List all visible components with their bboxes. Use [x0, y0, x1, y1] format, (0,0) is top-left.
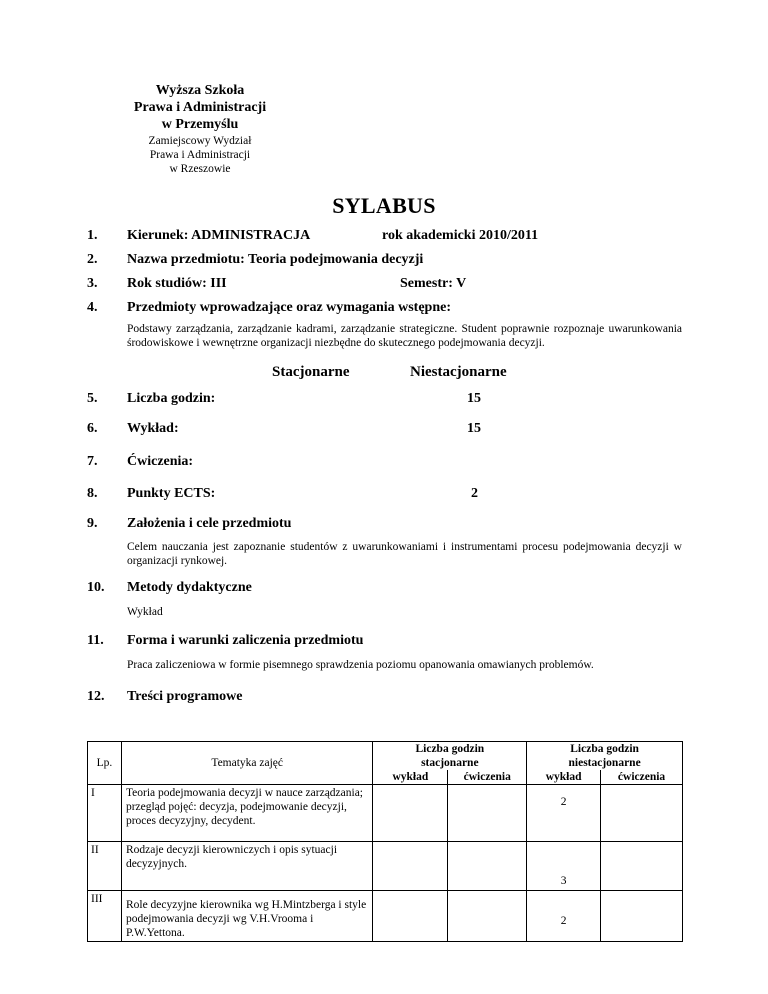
- header-niestac-line1: Liczba godzin: [570, 743, 639, 755]
- table-row: [88, 842, 683, 891]
- field-direction: Kierunek: ADMINISTRACJA: [127, 228, 311, 243]
- row-niestac-cwiczenia: [601, 842, 683, 891]
- row-niestac-wyklad: 2: [527, 785, 601, 842]
- table-row: [88, 891, 683, 942]
- row-stac-cwiczenia: [448, 842, 527, 891]
- header-niestac-cwiczenia: ćwiczenia: [601, 770, 683, 785]
- methods-text: Wykład: [127, 606, 163, 618]
- column-niestacjonarne: Niestacjonarne: [410, 364, 507, 380]
- table-header-row: [88, 742, 683, 771]
- hours-value: 15: [467, 391, 481, 406]
- header-topic: Tematyka zajęć: [121, 742, 372, 785]
- faculty-line1: Zamiejscowy Wydział: [148, 135, 252, 147]
- assessment-text: Praca zaliczeniowa w formie pisemnego sprawdzenia poziomu opanowania omawianych problemów.: [127, 659, 594, 671]
- row-topic: Teoria podejmowania decyzji w nauce zarządzania; przegląd pojęć: decyzja, podejmowanie decyzji, proces decyzyjny, decydent.: [121, 785, 372, 842]
- row-stac-wyklad: [373, 891, 448, 942]
- header-stac-cwiczenia: ćwiczenia: [448, 770, 527, 785]
- ects-label: Punkty ECTS:: [127, 486, 216, 501]
- prerequisites-text: Podstawy zarządzania, zarządzanie kadrami, zarządzanie strategiczne. Student poprawnie rozpoznaje uwarunkowania środowiskowe i wewnętrzne organizacji niezbędne do skutecznego podejmowania decyzji.: [127, 323, 682, 349]
- methods-heading: Metody dydaktyczne: [127, 580, 252, 595]
- row-lp: I: [88, 785, 122, 842]
- faculty-line3: w Rzeszowie: [169, 163, 231, 175]
- header-niestac-line2: niestacjonarne: [568, 757, 641, 769]
- row-lp: III: [88, 891, 122, 942]
- study-year: Rok studiów: III: [127, 276, 227, 291]
- ects-value: 2: [471, 486, 478, 501]
- semester: Semestr: V: [400, 276, 467, 291]
- item-number: 4.: [87, 300, 98, 315]
- assessment-heading: Forma i warunki zaliczenia przedmiotu: [127, 633, 364, 648]
- header-stac-group: [373, 742, 527, 771]
- item-number: 11.: [87, 633, 104, 648]
- row-topic: Role decyzyjne kierownika wg H.Mintzberga i style podejmowania decyzji wg V.H.Vrooma i P.W.Yettona.: [121, 891, 372, 942]
- header-stac-line1: Liczba godzin: [415, 743, 485, 755]
- faculty-line2: Prawa i Administracji: [149, 149, 251, 161]
- row-niestac-wyklad: 2: [527, 891, 601, 942]
- row-topic: Rodzaje decyzji kierowniczych i opis sytuacji decyzyjnych.: [121, 842, 372, 891]
- header-lp: Lp.: [88, 742, 122, 785]
- school-name-line3: w Przemyślu: [161, 117, 239, 132]
- column-stacjonarne: Stacjonarne: [272, 364, 350, 380]
- row-stac-wyklad: [373, 785, 448, 842]
- school-name-line1: Wyższa Szkoła: [155, 83, 245, 98]
- row-stac-cwiczenia: [448, 891, 527, 942]
- item-number: 6.: [87, 421, 98, 436]
- goals-heading: Założenia i cele przedmiotu: [127, 516, 292, 531]
- document-title: SYLABUS: [332, 193, 436, 218]
- header-niestac-wyklad: wykład: [527, 770, 601, 785]
- goals-text: Celem nauczania jest zapoznanie studentów z uwarunkowaniami i instrumentami procesu podejmowania decyzji w organizacji rynkowej.: [127, 541, 682, 567]
- item-number: 5.: [87, 391, 98, 406]
- item-number: 9.: [87, 516, 98, 531]
- course-name: Nazwa przedmiotu: Teoria podejmowania decyzji: [127, 252, 424, 267]
- lecture-value: 15: [467, 421, 481, 436]
- row-stac-cwiczenia: [448, 785, 527, 842]
- header-niestac-group: [527, 742, 683, 771]
- item-number: 2.: [87, 252, 98, 267]
- item-number: 1.: [87, 228, 98, 243]
- school-name-line2: Prawa i Administracji: [133, 100, 267, 115]
- header-stac-wyklad: wykład: [373, 770, 448, 785]
- program-content-heading: Treści programowe: [127, 689, 243, 704]
- program-table: [87, 741, 683, 942]
- row-niestac-cwiczenia: [601, 785, 683, 842]
- item-number: 8.: [87, 486, 98, 501]
- prerequisites-heading: Przedmioty wprowadzające oraz wymagania wstępne:: [127, 300, 452, 315]
- row-niestac-wyklad: 3: [527, 842, 601, 891]
- item-number: 3.: [87, 276, 98, 291]
- row-niestac-cwiczenia: [601, 891, 683, 942]
- row-stac-wyklad: [373, 842, 448, 891]
- item-number: 7.: [87, 454, 98, 469]
- exercises-label: Ćwiczenia:: [127, 454, 194, 469]
- item-number: 12.: [87, 689, 105, 704]
- lecture-label: Wykład:: [127, 421, 179, 436]
- hours-label: Liczba godzin:: [127, 391, 216, 406]
- table-row: [88, 785, 683, 842]
- header-stac-line2: stacjonarne: [421, 757, 479, 769]
- row-lp: II: [88, 842, 122, 891]
- academic-year: rok akademicki 2010/2011: [382, 228, 539, 243]
- item-number: 10.: [87, 580, 105, 595]
